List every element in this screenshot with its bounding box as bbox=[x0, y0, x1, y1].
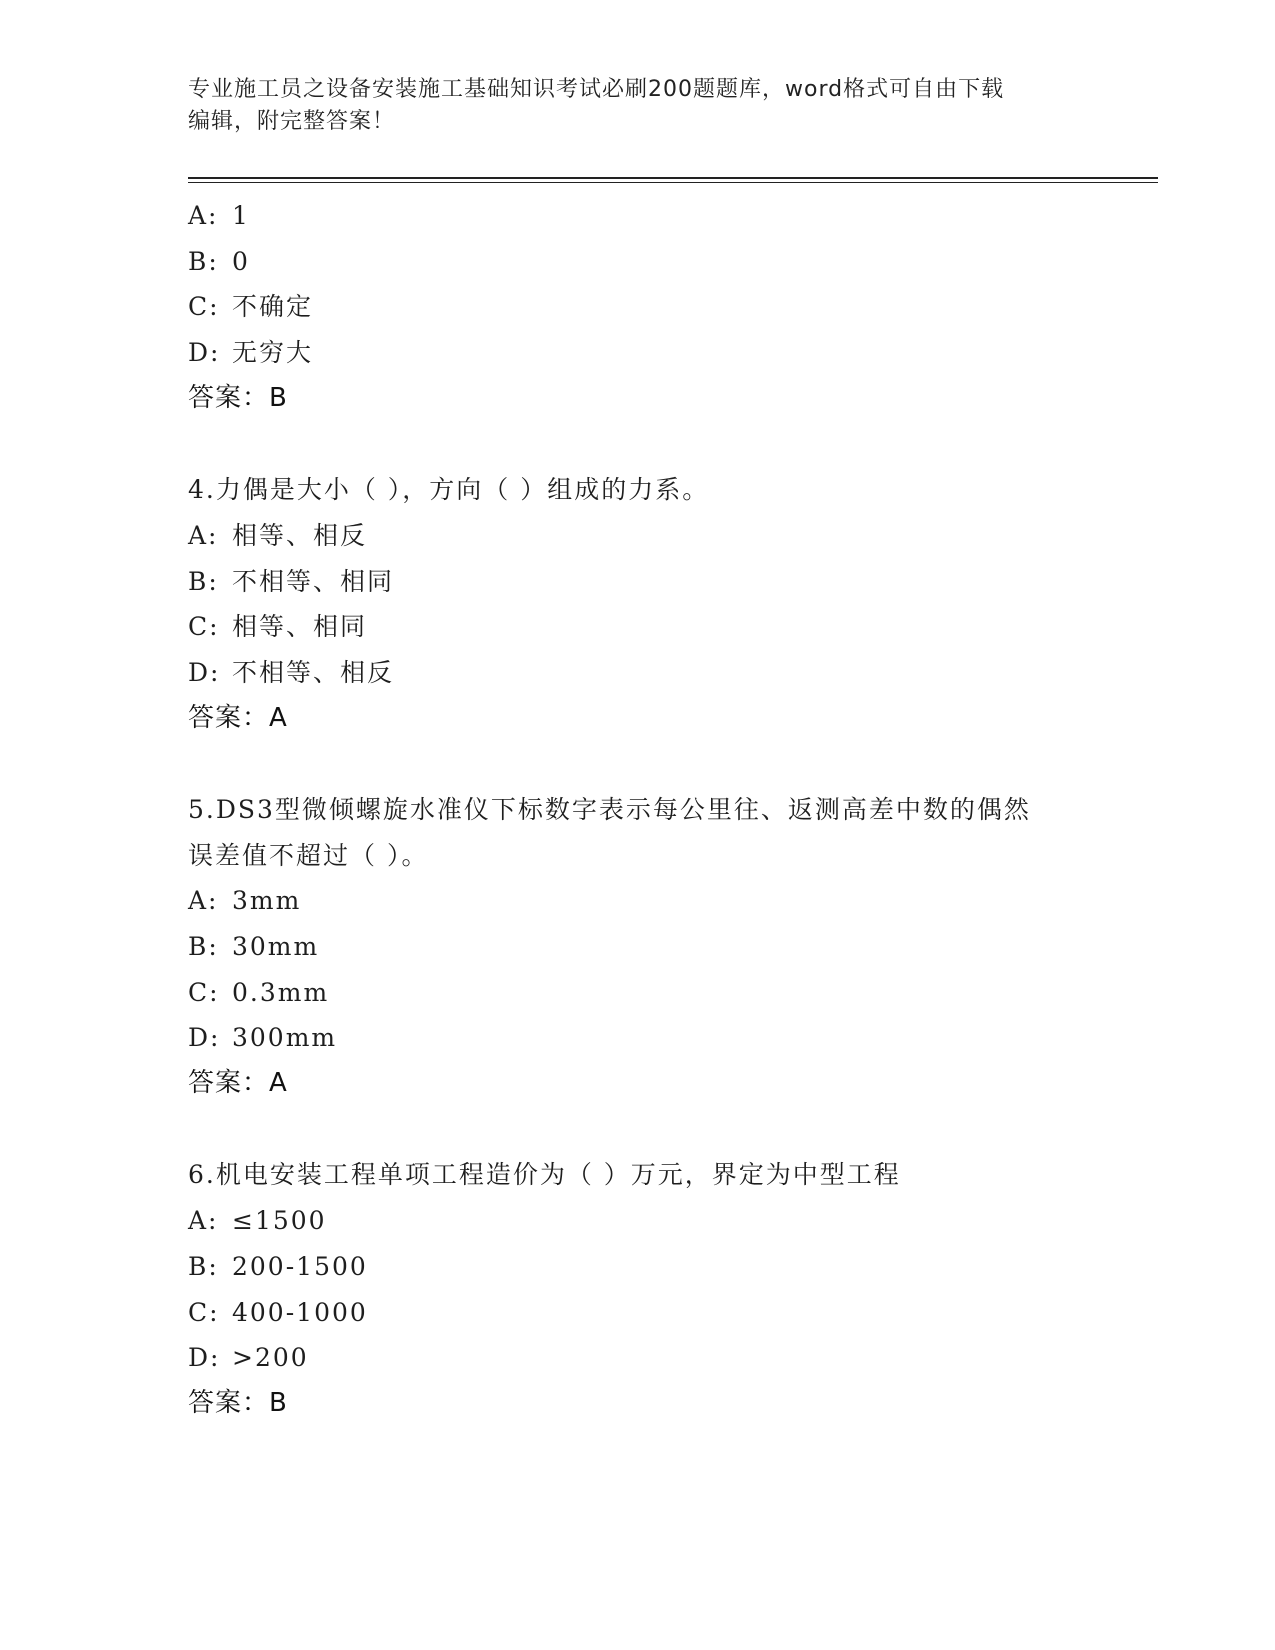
option-d bbox=[188, 330, 1148, 376]
option-b bbox=[188, 559, 1148, 605]
option-a bbox=[188, 1198, 1148, 1244]
question-text: 4.力偶是大小（ ），方向（ ）组成的力系。 bbox=[188, 475, 710, 505]
question-5 bbox=[188, 787, 1148, 1107]
option-text: 0.3mm bbox=[232, 977, 330, 1007]
option-key: B: bbox=[188, 246, 219, 276]
question-3 bbox=[188, 193, 1148, 421]
answer-line: 答案：A bbox=[188, 702, 288, 733]
option-d bbox=[188, 1335, 1148, 1381]
spacer bbox=[188, 741, 1148, 787]
header-divider-thin bbox=[188, 182, 1158, 183]
question-list bbox=[188, 193, 1148, 1427]
header-divider-thick bbox=[188, 177, 1158, 179]
option-b bbox=[188, 1244, 1148, 1290]
option-key: D: bbox=[188, 338, 221, 368]
option-key: C: bbox=[188, 292, 220, 322]
option-key: D: bbox=[188, 1023, 221, 1053]
option-a bbox=[188, 878, 1148, 924]
option-key: C: bbox=[188, 612, 220, 642]
option-key: A: bbox=[188, 886, 219, 916]
question-6 bbox=[188, 1152, 1148, 1426]
option-text: 200-1500 bbox=[232, 1251, 368, 1281]
question-4 bbox=[188, 467, 1148, 741]
option-text: 300mm bbox=[232, 1023, 338, 1053]
option-a bbox=[188, 193, 1148, 239]
option-b bbox=[188, 239, 1148, 285]
option-text: 相等、相反 bbox=[232, 520, 368, 550]
option-text: 30mm bbox=[232, 932, 320, 961]
option-b bbox=[188, 924, 1148, 970]
option-d bbox=[188, 650, 1148, 696]
option-text: 3mm bbox=[232, 886, 302, 916]
answer-line: 答案：B bbox=[188, 1387, 288, 1418]
option-key: D: bbox=[188, 1343, 221, 1373]
option-text: 无穷大 bbox=[232, 338, 314, 368]
option-text: ≤1500 bbox=[232, 1206, 327, 1236]
option-text: 0 bbox=[232, 246, 250, 276]
option-a bbox=[188, 513, 1148, 559]
answer-line: 答案：A bbox=[188, 1068, 288, 1099]
option-key: C: bbox=[188, 977, 220, 1007]
option-c bbox=[188, 1290, 1148, 1336]
option-c bbox=[188, 284, 1148, 330]
option-c bbox=[188, 970, 1148, 1016]
option-key: D: bbox=[188, 657, 221, 687]
option-text: 不相等、相反 bbox=[232, 657, 395, 687]
spacer bbox=[188, 421, 1148, 467]
option-c bbox=[188, 604, 1148, 650]
question-text-line1: 5.DS3型微倾螺旋水准仪下标数字表示每公里往、返测高差中数的偶然 bbox=[188, 794, 1031, 824]
question-text: 6.机电安装工程单项工程造价为（ ）万元，界定为中型工程 bbox=[188, 1160, 901, 1190]
answer-line: 答案：B bbox=[188, 382, 288, 413]
option-key: A: bbox=[188, 201, 219, 230]
option-d bbox=[188, 1015, 1148, 1061]
option-text: 相等、相同 bbox=[232, 612, 368, 642]
option-text: 不相等、相同 bbox=[232, 566, 395, 596]
option-key: B: bbox=[188, 932, 219, 961]
option-text: 不确定 bbox=[232, 292, 314, 322]
document-header bbox=[188, 74, 1088, 138]
option-key: A: bbox=[188, 1206, 219, 1236]
option-text: >200 bbox=[232, 1343, 309, 1373]
option-key: A: bbox=[188, 520, 219, 550]
question-text-line2: 误差值不超过（ ）。 bbox=[188, 840, 429, 870]
option-text: 1 bbox=[232, 201, 250, 230]
option-key: C: bbox=[188, 1297, 220, 1327]
option-text: 400-1000 bbox=[232, 1297, 368, 1327]
option-key: B: bbox=[188, 1251, 219, 1281]
header-title-line1: 专业施工员之设备安装施工基础知识考试必刷200题题库，word格式可自由下载 bbox=[188, 77, 1005, 102]
spacer bbox=[188, 1107, 1148, 1153]
option-key: B: bbox=[188, 566, 219, 596]
header-title-line2: 编辑，附完整答案！ bbox=[188, 109, 396, 134]
